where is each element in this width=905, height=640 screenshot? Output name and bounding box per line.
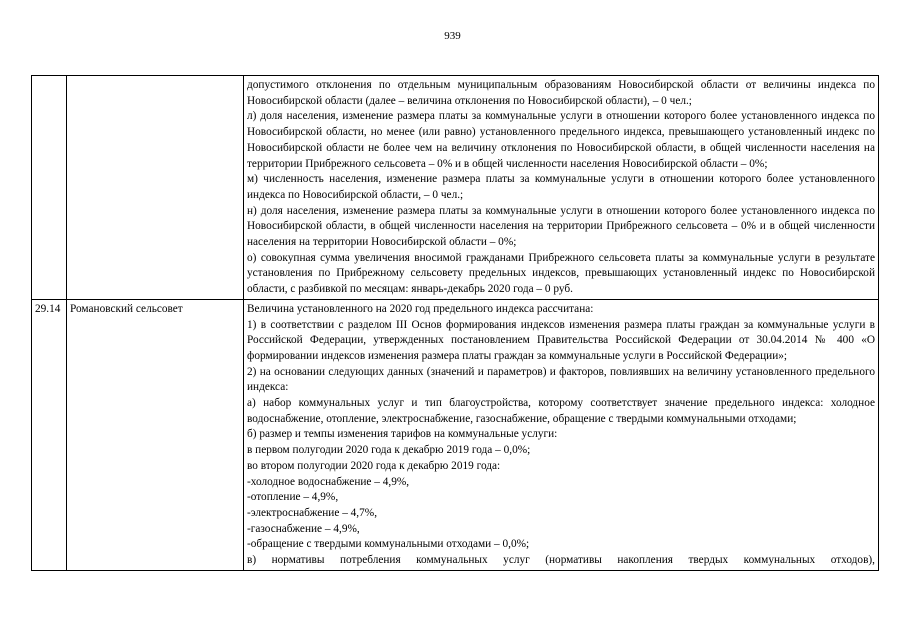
document-table: [31, 75, 879, 571]
paragraph: -холодное водоснабжение – 4,9%,: [247, 475, 410, 488]
paragraph: 2) на основании следующих данных (значений и параметров) и факторов, повлиявших на величину установленного предельного индекса:: [247, 365, 875, 394]
paragraph: в) нормативы потребления коммунальных услуг (нормативы накопления твердых коммунальных отходов),: [247, 554, 875, 567]
paragraph: в первом полугодии 2020 года к декабрю 2019 года – 0,0%;: [247, 444, 531, 457]
paragraph: -отопление – 4,9%,: [247, 491, 339, 504]
paragraph: м) численность населения, изменение размера платы за коммунальные услуги в отношении которого более установленного индекса по Новосибирской области, – 0 чел.;: [247, 173, 875, 201]
table-row-romanovsky: [32, 299, 879, 570]
paragraph: н) доля населения, изменение размера платы за коммунальные услуги в отношении которого более установленного индекса по Новосибирской области, в общей численности населения на территории Прибрежного сельсовета – 0% и в общей численности населения на территории Новосибирской области – 0%;: [247, 204, 875, 249]
paragraph: а) набор коммунальных услуг и тип благоустройства, которому соответствует значение предельного индекса: холодное водоснабжение, отопление, электроснабжение, газоснабжение, обращение с твердыми коммунальными отходами;: [247, 397, 875, 425]
paragraph: -электроснабжение – 4,7%,: [247, 506, 378, 519]
paragraph: 1) в соответствии с разделом III Основ формирования индексов изменения размера платы граждан за коммунальные услуги в Российской Федерации, утвержденных постановлением Правительства Российской Федерации от 30.04.2014 № 400 «О формировании индексов изменения размера платы граждан за коммунальные услуги в Российской Федерации»;: [247, 318, 875, 362]
paragraph: -обращение с твердыми коммунальными отходами – 0,0%;: [247, 538, 530, 551]
paragraph: во втором полугодии 2020 года к декабрю 2019 года:: [247, 459, 501, 472]
paragraph: -газоснабжение – 4,9%,: [247, 522, 360, 535]
paragraph: Величина установленного на 2020 год предельного индекса рассчитана:: [247, 302, 594, 315]
paragraph: о) совокупная сумма увеличения вносимой гражданами Прибрежного сельсовета платы за коммунальные услуги в результате установления по Прибрежному сельсовету предельных индексов, превышающих установленный индекс по Новосибирской области, с разбивкой по месяцам: январь-декабрь 2020 года – 0 руб.: [247, 251, 875, 296]
paragraph: допустимого отклонения по отдельным муниципальным образованиям Новосибирской области от величины индекса по Новосибирской области (далее – величина отклонения по Новосибирской области), – 0 чел.;: [247, 79, 875, 107]
table-row-continuation: [32, 76, 879, 300]
municipality-name-cell: Романовский сельсовет: [67, 299, 244, 570]
municipality-name-cell: [67, 76, 244, 300]
description-cell: [244, 76, 879, 300]
row-number-cell: 29.14: [32, 299, 67, 570]
paragraph: б) размер и темпы изменения тарифов на коммунальные услуги:: [247, 428, 558, 441]
page-number: 939: [444, 30, 461, 42]
description-cell: [244, 299, 879, 570]
row-number-cell: [32, 76, 67, 300]
paragraph: л) доля населения, изменение размера платы за коммунальные услуги в отношении которого более установленного индекса по Новосибирской области, но менее (или равно) установленного предельного индекса, превышающего установленный индекс по Новосибирской области не более чем на величину отклонения по Новосибирской области, в общей численности населения на территории Прибрежного сельсовета – 0% и в общей численности населения Новосибирской области – 0%;: [247, 110, 875, 170]
